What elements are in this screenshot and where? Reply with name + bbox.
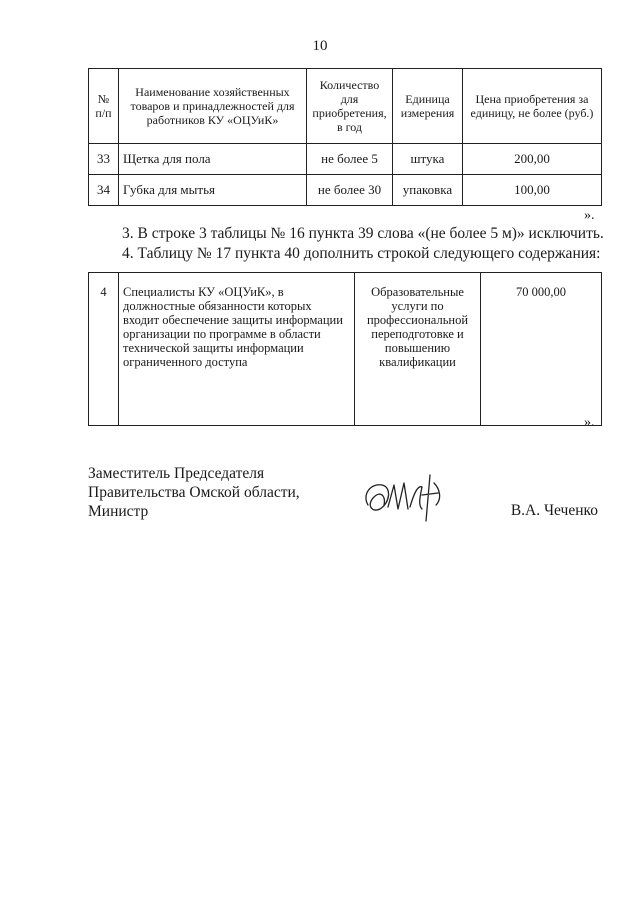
table-cell: Специалисты КУ «ОЦУиК», в должностные обязанности которых входит обеспечение защиты информации организации по программе в области технической защиты информации ограниченного доступа [119, 273, 355, 426]
page-number: 10 [312, 38, 328, 54]
table-row [89, 144, 602, 175]
addition-table [88, 272, 602, 426]
signatory-title [88, 464, 300, 521]
table-cell: 200,00 [463, 144, 602, 175]
table-row [89, 175, 602, 206]
amendment-paragraph-4: 4. Таблицу № 17 пункта 40 дополнить строкой следующего содержания: [122, 245, 601, 262]
table-cell: не более 5 [307, 144, 393, 175]
table-header-row [89, 69, 602, 144]
table-cell: 33 [89, 144, 119, 175]
table-cell: 100,00 [463, 175, 602, 206]
table-cell: штука [393, 144, 463, 175]
header-cell: Наименование хозяйственных товаров и принадлежностей для работников КУ «ОЦУиК» [119, 69, 307, 144]
table-cell: Щетка для пола [119, 144, 307, 175]
header-cell: Цена приобретения за единицу, не более (руб.) [463, 69, 602, 144]
table-cell: 70 000,00 [481, 273, 602, 426]
table-cell: упаковка [393, 175, 463, 206]
signatory-title-line: Правительства Омской области, [88, 484, 300, 501]
header-cell: № п/п [89, 69, 119, 144]
amendment-paragraph-3: 3. В строке 3 таблицы № 16 пункта 39 слова «(не более 5 м)» исключить. [122, 225, 604, 242]
procurement-table [88, 68, 602, 206]
table-cell: Образовательные услуги по профессиональной переподготовке и повышению квалификации [355, 273, 481, 426]
header-cell: Единица измерения [393, 69, 463, 144]
closing-quote: ». [584, 415, 595, 430]
table-cell: 4 [89, 273, 119, 426]
table-row [89, 273, 602, 426]
header-cell: Количество для приобретения, в год [307, 69, 393, 144]
signatory-title-line: Заместитель Председателя [88, 465, 265, 482]
handwritten-signature [360, 465, 450, 525]
closing-quote: ». [584, 208, 595, 223]
signatory-name: В.А. Чеченко [510, 502, 598, 519]
table-cell: Губка для мытья [119, 175, 307, 206]
signatory-title-line: Министр [88, 503, 149, 520]
table-cell: не более 30 [307, 175, 393, 206]
table-cell: 34 [89, 175, 119, 206]
